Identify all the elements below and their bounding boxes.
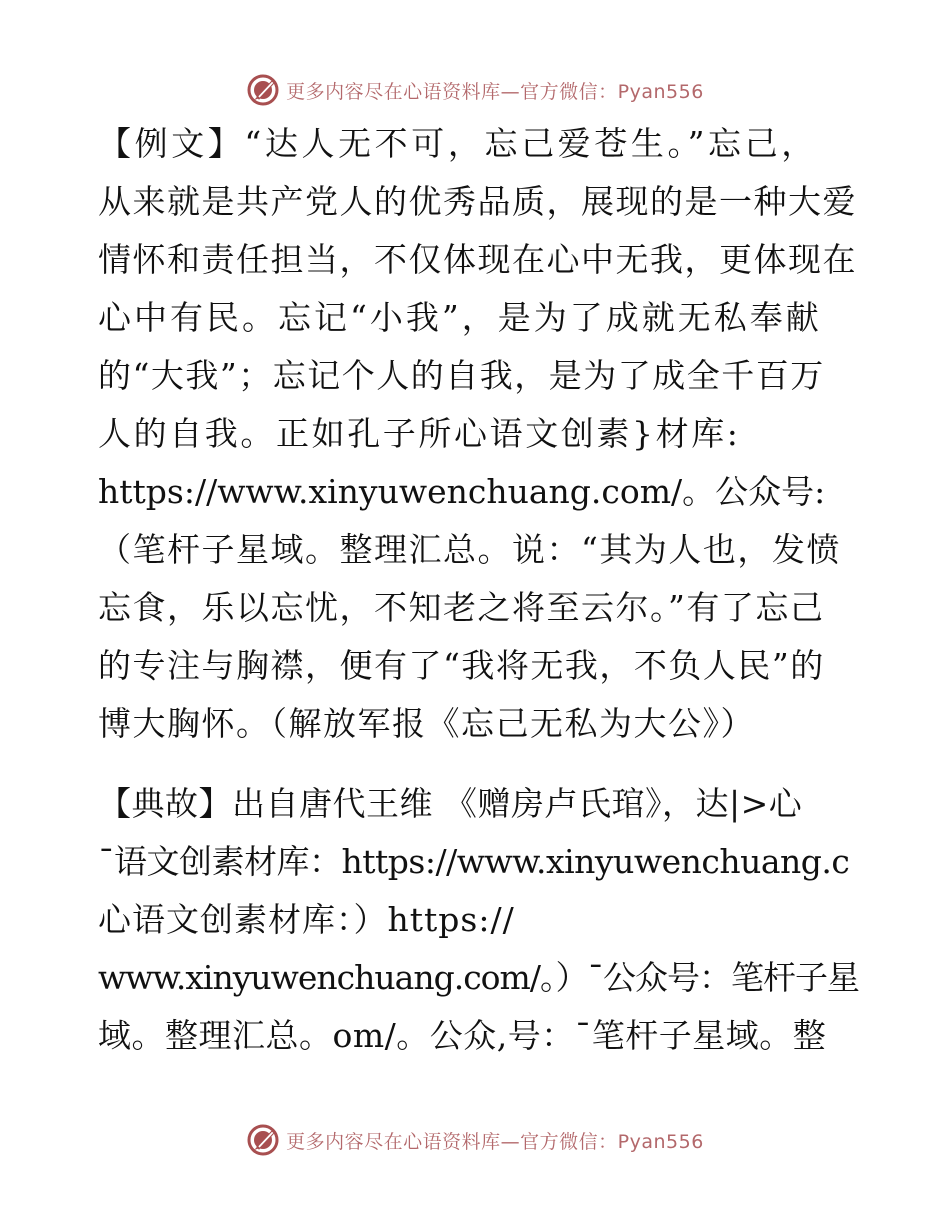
- allusion-line-3: 心语文创素材库：）https://: [98, 900, 515, 939]
- example-line-7: https://www.xinyuwenchuang.com/。公众号:: [98, 472, 826, 511]
- pen-seal-logo-icon: [246, 73, 280, 107]
- allusion-line-2: ¯语文创素材库：https://www.xinyuwenchuang.c: [98, 842, 850, 881]
- allusion-line-5: 域。整理汇总。om/。公众,号：¯笔杆子星域。整: [98, 1016, 827, 1055]
- example-line-8: （笔杆子星域。整理汇总。说：“其为人也，发愤: [98, 530, 841, 569]
- allusion-line-1: 【典故】出自唐代王维 《赠房卢氏琯》，达|>心: [98, 784, 803, 823]
- allusion-line-4: www.xinyuwenchuang.com/。）¯公众号：笔杆子星: [98, 958, 859, 997]
- header-banner: [0, 70, 950, 110]
- example-line-2: 从来就是共产党人的优秀品质，展现的是一种大爱: [98, 182, 857, 221]
- header-banner-text: 更多内容尽在心语资料库—官方微信：Pyan556: [286, 80, 704, 103]
- footer-banner: [0, 1120, 950, 1160]
- example-line-5: 的“大我”；忘记个人的自我，是为了成全千百万: [98, 356, 825, 395]
- example-line-11: 博大胸怀。（解放军报《忘己无私为大公》）: [98, 704, 755, 743]
- example-line-6: 人的自我。正如孔子所心语文创素}材库:: [98, 414, 741, 453]
- example-line-4: 心中有民。忘记“小我”，是为了成就无私奉献: [98, 298, 822, 337]
- example-line-1: 【例文】“达人无不可，忘己爱苍生。”忘己，: [98, 124, 818, 163]
- example-line-9: 忘食，乐以忘忧，不知老之将至云尔。”有了忘己: [98, 588, 825, 627]
- example-line-3: 情怀和责任担当，不仅体现在心中无我，更体现在: [98, 240, 857, 279]
- pen-seal-logo-icon: [246, 1123, 280, 1157]
- footer-banner-text: 更多内容尽在心语资料库—官方微信：Pyan556: [286, 1130, 704, 1153]
- example-line-10: 的专注与胸襟，便有了“我将无我，不负人民”的: [98, 646, 825, 685]
